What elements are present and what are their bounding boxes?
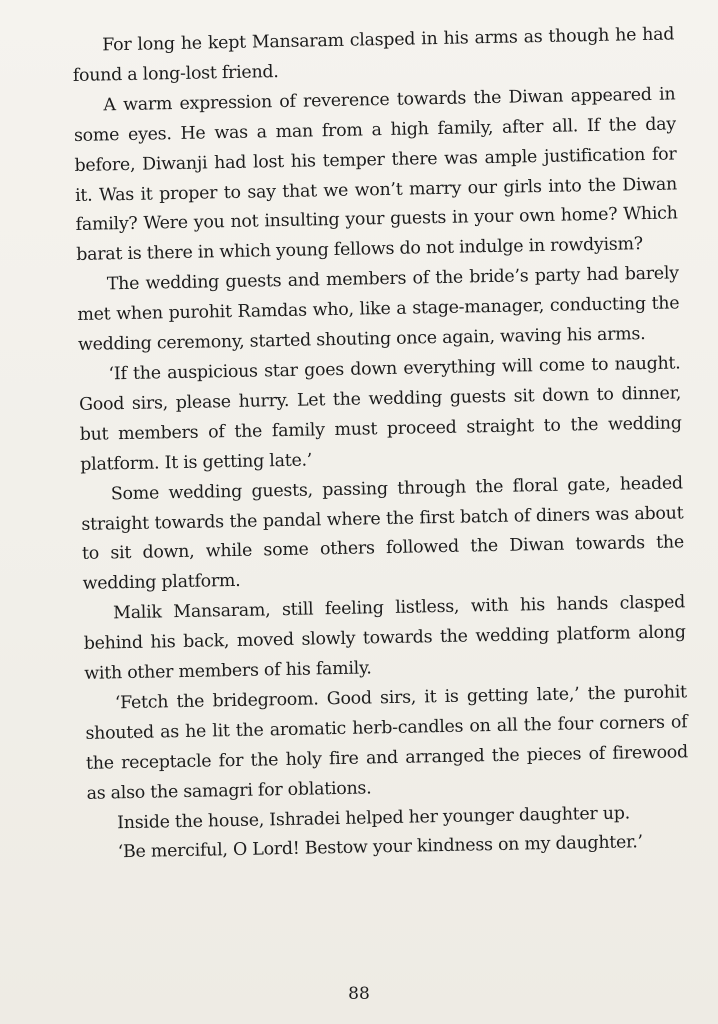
paragraph: ‘If the auspicious star goes down everything will come to naught. Good sirs, please hurry. Let the wedding guests sit down to dinner, but members of the family must proceed straight to the wedding platform. It is getting late.’ [78, 353, 682, 475]
paragraph: ‘Fetch the bridegroom. Good sirs, it is getting late,’ the purohit shouted as he lit the aromatic herb-candles on all the four corners of the receptacle for the holy fire and arranged the pieces of firewood as also the samagri for oblations. [85, 682, 689, 804]
paragraph: The wedding guests and members of the bride’s party had barely met when purohit Ramdas who, like a stage-manager, conducting the wedding ceremony, started shouting once again, waving his arms. [77, 263, 680, 356]
body-text [72, 20, 690, 869]
paragraph: For long he kept Mansaram clasped in his arms as though he had found a long-lost friend. [72, 24, 675, 86]
paragraph: A warm expression of reverence towards the Diwan appeared in some eyes. He was a man from a high family, after all. If the day before, Diwanji had lost his temper there was ample justification for it. Was it proper to say that we won’t marry our girls into the Diwan family? Were you not insulting your guests in your own home? Which barat is there in which young fellows do not indulge in rowdyism? [73, 84, 678, 266]
page-number: 88 [348, 984, 370, 1004]
paragraph: Some wedding guests, passing through the floral gate, headed straight towards the pandal where the first batch of diners was about to sit down, while some others followed the Diwan towards the wedding platform. [81, 472, 685, 595]
paragraph: ‘Be merciful, O Lord! Bestow your kindness on my daughter.’ [117, 832, 643, 863]
paragraph: Inside the house, Ishradei helped her younger daughter up. [116, 802, 631, 833]
paragraph: Malik Mansaram, still feeling listless, with his hands clasped behind his back, moved slowly towards the wedding platform along with other members of his family. [83, 592, 686, 684]
